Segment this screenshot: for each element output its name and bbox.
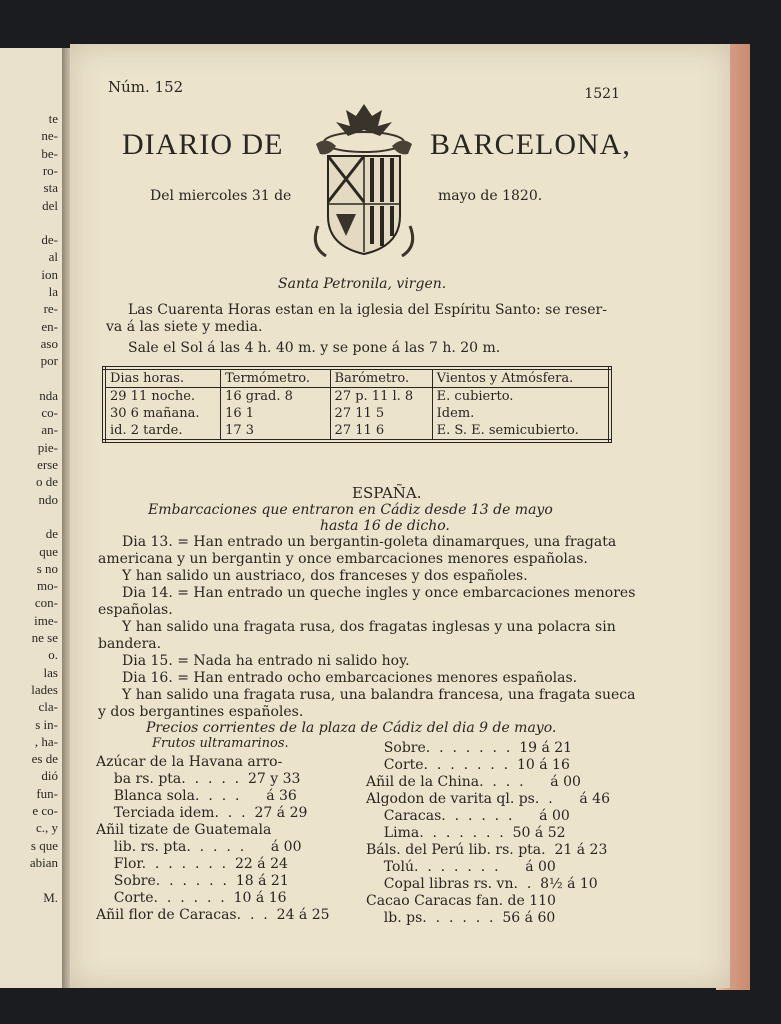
left-fragment-line: s in- — [35, 716, 58, 732]
left-fragment-line: ne- — [41, 128, 58, 144]
subtitle-line-2: hasta 16 de dicho. — [320, 518, 450, 534]
table-row — [104, 422, 610, 441]
section-heading: ESPAÑA. — [352, 484, 422, 502]
cell: 27 11 5 — [330, 405, 432, 422]
price-row: Añil de la China. . . . á 00 — [366, 774, 581, 790]
left-fragment-line: re- — [43, 301, 58, 317]
price-row: Algodon de varita ql. ps. . á 46 — [366, 791, 610, 807]
left-fragment-line: abian — [29, 854, 58, 870]
left-fragment-line: aso — [40, 335, 58, 351]
left-page-fragment — [0, 48, 64, 988]
left-fragment-line: erse — [37, 457, 58, 472]
left-fragment-line: mo- — [37, 578, 58, 594]
list-item: Y han salido una fragata rusa, dos fragatas inglesas y una polacra sin — [122, 619, 616, 635]
list-item: Dia 13. = Han entrado un bergantin-goleta dinamarques, una fragata — [122, 534, 617, 550]
saint-of-day: Santa Petronila, virgen. — [278, 276, 447, 292]
price-row: Lima. . . . . . . 50 á 52 — [366, 825, 566, 841]
left-fragment-line: lades — [31, 681, 58, 697]
col-thermometer: Termómetro. — [221, 368, 330, 388]
newspaper-page — [70, 44, 730, 988]
left-fragment-line: o. — [48, 647, 58, 663]
left-fragment-line: te — [48, 111, 58, 126]
left-fragment-line: con- — [34, 595, 58, 611]
left-fragment-line: co- — [41, 405, 58, 421]
list-item: españolas. — [98, 602, 173, 618]
list-item: Y han salido una fragata rusa, una balandra francesa, una fragata sueca — [122, 687, 636, 703]
col-barometer: Barómetro. — [330, 368, 432, 388]
left-fragment-line: c., y — [35, 820, 58, 836]
price-row: Tolú. . . . . . . á 00 — [366, 859, 556, 875]
left-fragment-line: en- — [41, 318, 58, 334]
price-row: ba rs. pta. . . . . 27 y 33 — [96, 771, 301, 787]
list-item: americana y un bergantin y once embarcaciones menores españolas. — [98, 551, 588, 567]
list-item: Y han salido un austriaco, dos franceses y dos españoles. — [122, 568, 528, 584]
price-row: Báls. del Perú lib. rs. pta. 21 á 23 — [366, 842, 608, 858]
left-fragment-line: por — [40, 353, 58, 369]
left-fragment-line: de — [45, 526, 58, 542]
left-fragment-line: , ha- — [34, 733, 58, 749]
left-fragment-line: ion — [41, 266, 58, 282]
list-item: Dia 14. = Han entrado un queche ingles y once embarcaciones menores — [122, 585, 636, 601]
price-row: Sobre. . . . . . 18 á 21 — [96, 873, 289, 889]
intro-line-1: Las Cuarenta Horas estan en la iglesia del Espíritu Santo: se reser- — [128, 302, 607, 318]
price-row: Azúcar de la Havana arro- — [96, 754, 283, 770]
price-row: Añil flor de Caracas. . . 24 á 25 — [96, 907, 330, 923]
cell: 27 11 6 — [330, 422, 432, 441]
list-item: y dos bergantines españoles. — [98, 704, 304, 720]
price-row: Terciada idem. . . 27 á 29 — [96, 805, 308, 821]
left-fragment-line: M. — [43, 889, 58, 905]
prices-subtitle: Frutos ultramarinos. — [152, 736, 289, 751]
issue-number: Núm. 152 — [108, 78, 184, 96]
cell: E. S. E. semicubierto. — [432, 422, 610, 441]
list-item: Dia 16. = Han entrado ocho embarcaciones menores españolas. — [122, 670, 578, 686]
coat-of-arms-icon — [306, 96, 422, 260]
date-left: Del miercoles 31 de — [150, 188, 292, 204]
intro-line-2: va á las siete y media. — [106, 319, 263, 335]
left-fragment-line: e co- — [32, 803, 58, 818]
price-row: Flor. . . . . . . 22 á 24 — [96, 856, 288, 872]
left-fragment-line: an- — [41, 422, 58, 438]
table-row — [104, 405, 610, 422]
cell: 16 grad. 8 — [221, 388, 330, 406]
left-fragment-line: fun- — [36, 785, 58, 801]
left-fragment-line: s no — [36, 560, 58, 576]
weather-header-row — [104, 368, 610, 388]
left-fragment-line: sta — [43, 180, 58, 196]
left-fragment-line: ime- — [34, 612, 58, 628]
weather-table — [102, 366, 612, 443]
prices-title: Precios corrientes de la plaza de Cádiz del dia 9 de mayo. — [146, 720, 557, 736]
left-fragment-line: be- — [41, 145, 58, 161]
left-fragment-line: al — [48, 249, 58, 265]
left-fragment-line: la — [48, 284, 58, 299]
col-winds: Vientos y Atmósfera. — [432, 368, 610, 388]
table-row — [104, 388, 610, 406]
masthead-left: DIARIO DE — [122, 128, 284, 161]
cell: E. cubierto. — [432, 388, 610, 406]
left-fragment-line: del — [42, 197, 58, 213]
price-row: Blanca sola. . . . á 36 — [96, 788, 297, 804]
price-row: Corte. . . . . . . 10 á 16 — [366, 757, 570, 773]
cell: 16 1 — [221, 405, 330, 422]
date-right: mayo de 1820. — [438, 188, 543, 204]
cell: 17 3 — [221, 422, 330, 441]
price-row: Corte. . . . . . 10 á 16 — [96, 890, 287, 906]
page-number: 1521 — [584, 86, 620, 102]
price-row: Añil tizate de Guatemala — [96, 822, 272, 838]
subtitle-line-1: Embarcaciones que entraron en Cádiz desde 13 de mayo — [148, 502, 553, 518]
left-fragment-line: ro- — [42, 162, 58, 178]
price-row: Caracas. . . . . . á 00 — [366, 808, 570, 824]
left-fragment-line: pie- — [37, 439, 58, 455]
col-days: Dias horas. — [104, 368, 221, 388]
left-fragment-line: que — [39, 543, 58, 559]
cell: 27 p. 11 l. 8 — [330, 388, 432, 406]
price-row: Copal libras rs. vn. . 8½ á 10 — [366, 876, 598, 892]
cell: 30 6 mañana. — [104, 405, 221, 422]
cell: Idem. — [432, 405, 610, 422]
cell: id. 2 tarde. — [104, 422, 221, 441]
left-fragment-line: es de — [31, 751, 58, 767]
price-row: Cacao Caracas fan. de 110 — [366, 893, 556, 909]
price-row: lb. ps. . . . . . 56 á 60 — [366, 910, 556, 926]
left-fragment-line: las — [43, 664, 58, 680]
left-fragment-line: ne se — [31, 630, 58, 645]
left-fragment-line: nda — [39, 387, 58, 403]
left-fragment-line: o de — [35, 474, 58, 490]
left-fragment-line: ndo — [38, 491, 58, 507]
left-fragment-line: dió — [41, 768, 58, 784]
left-fragment-line: s que — [30, 837, 58, 853]
masthead-right: BARCELONA, — [430, 128, 631, 161]
price-row: lib. rs. pta. . . . . á 00 — [96, 839, 302, 855]
cell: 29 11 noche. — [104, 388, 221, 406]
list-item: Dia 15. = Nada ha entrado ni salido hoy. — [122, 653, 410, 669]
list-item: bandera. — [98, 636, 162, 652]
price-row: Sobre. . . . . . . 19 á 21 — [366, 740, 573, 756]
sun-times: Sale el Sol á las 4 h. 40 m. y se pone á las 7 h. 20 m. — [128, 340, 501, 356]
left-fragment-line: de- — [41, 232, 58, 248]
left-fragment-line: cla- — [38, 699, 58, 715]
